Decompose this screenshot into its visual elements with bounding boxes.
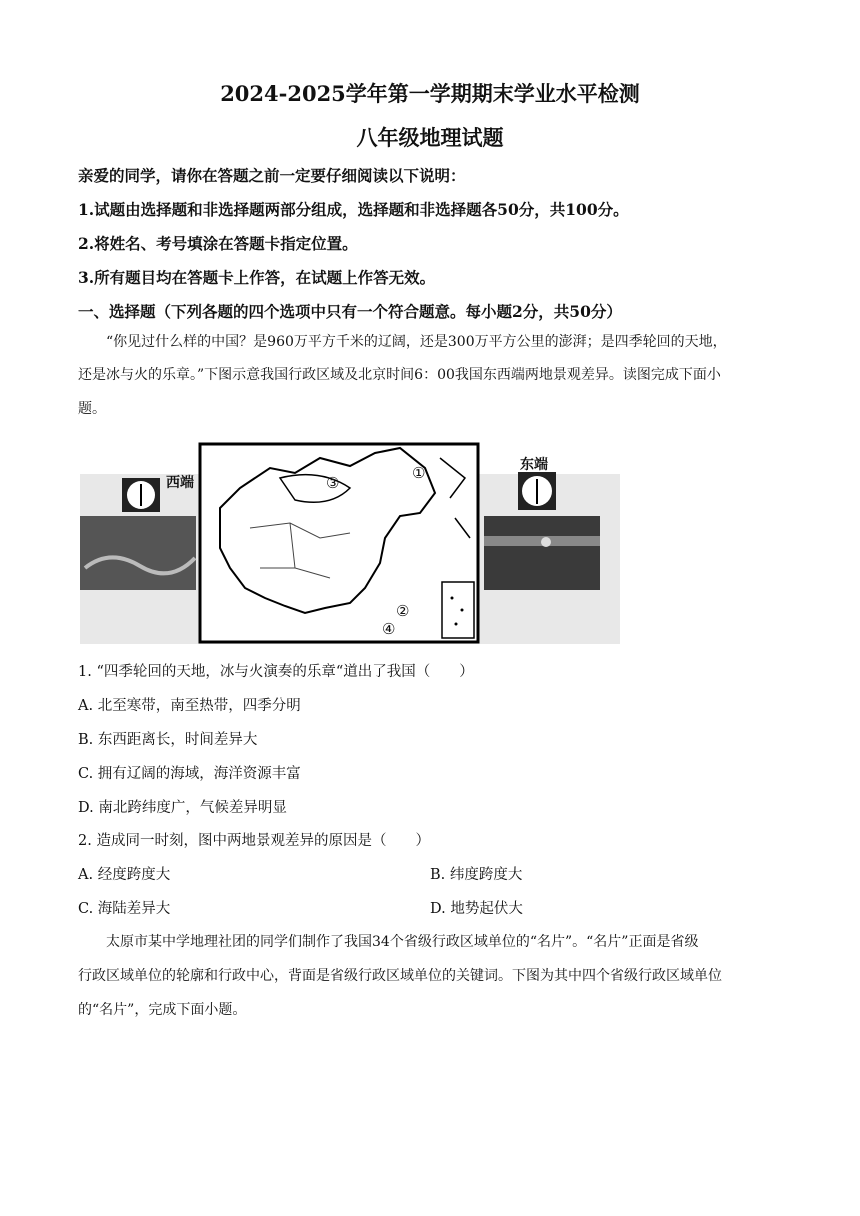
instruction-item-3: 3.所有题目均在答题卡上作答，在试题上作答无效。: [78, 268, 436, 287]
east-clock-icon: [518, 472, 556, 510]
question-2-option-a: A. 经度跨度大: [78, 867, 171, 883]
east-landscape-photo: [484, 516, 600, 590]
passage1-line-3: 题。: [78, 401, 106, 417]
map-figure: [80, 438, 620, 644]
instruction-item-2: 2.将姓名、考号填涂在答题卡指定位置。: [78, 234, 358, 253]
question-2-stem: 2. 造成同一时刻，图中两地景观差异的原因是（ ）: [78, 833, 430, 849]
section-heading: 一、选择题（下列各题的四个选项中只有一个符合题意。每小题2分，共50分）: [78, 302, 622, 321]
question-2-option-b: B. 纬度跨度大: [430, 867, 523, 883]
exam-title: 2024-2025学年第一学期期末学业水平检测: [220, 81, 640, 106]
west-label: 西端: [166, 475, 194, 491]
question-1-option-c: C. 拥有辽阔的海域，海洋资源丰富: [78, 766, 301, 782]
marker-4: ④: [382, 620, 396, 638]
east-label: 东端: [520, 457, 548, 473]
instructions-intro: 亲爱的同学，请你在答题之前一定要仔细阅读以下说明：: [78, 166, 466, 185]
south-china-sea-inset: [442, 582, 474, 638]
question-2-option-d: D. 地势起伏大: [430, 901, 523, 917]
west-clock-icon: [122, 478, 160, 512]
marker-1: ①: [412, 464, 426, 482]
exam-subtitle: 八年级地理试题: [356, 125, 504, 150]
passage2-line-3: 的“名片”，完成下面小题。: [78, 1002, 247, 1018]
passage2-line-1: 太原市某中学地理社团的同学们制作了我国34个省级行政区域单位的“名片”。“名片”正面是省级: [106, 934, 699, 950]
question-2-option-c: C. 海陆差异大: [78, 901, 171, 917]
marker-3: ③: [326, 474, 340, 492]
west-landscape-photo: [80, 516, 196, 590]
marker-2: ②: [396, 602, 410, 620]
passage2-line-2: 行政区域单位的轮廓和行政中心，背面是省级行政区域单位的关键词。下图为其中四个省级行政区域单位: [78, 968, 722, 984]
question-1-stem: 1. “四季轮回的天地，冰与火演奏的乐章“道出了我国（ ）: [78, 664, 474, 680]
instruction-item-1: 1.试题由选择题和非选择题两部分组成，选择题和非选择题各50分，共100分。: [78, 200, 629, 219]
passage1-line-2: 还是冰与火的乐章。”下图示意我国行政区域及北京时间6：00我国东西端两地景观差异。读图完成下面小: [78, 367, 721, 383]
passage1-line-1: “你见过什么样的中国？是960万平方千米的辽阔，还是300万平方公里的澎湃；是四季轮回的天地，: [106, 334, 727, 350]
question-1-option-d: D. 南北跨纬度广，气候差异明显: [78, 800, 287, 816]
question-1-option-b: B. 东西距离长，时间差异大: [78, 732, 258, 748]
question-1-option-a: A. 北至寒带，南至热带，四季分明: [78, 698, 301, 714]
